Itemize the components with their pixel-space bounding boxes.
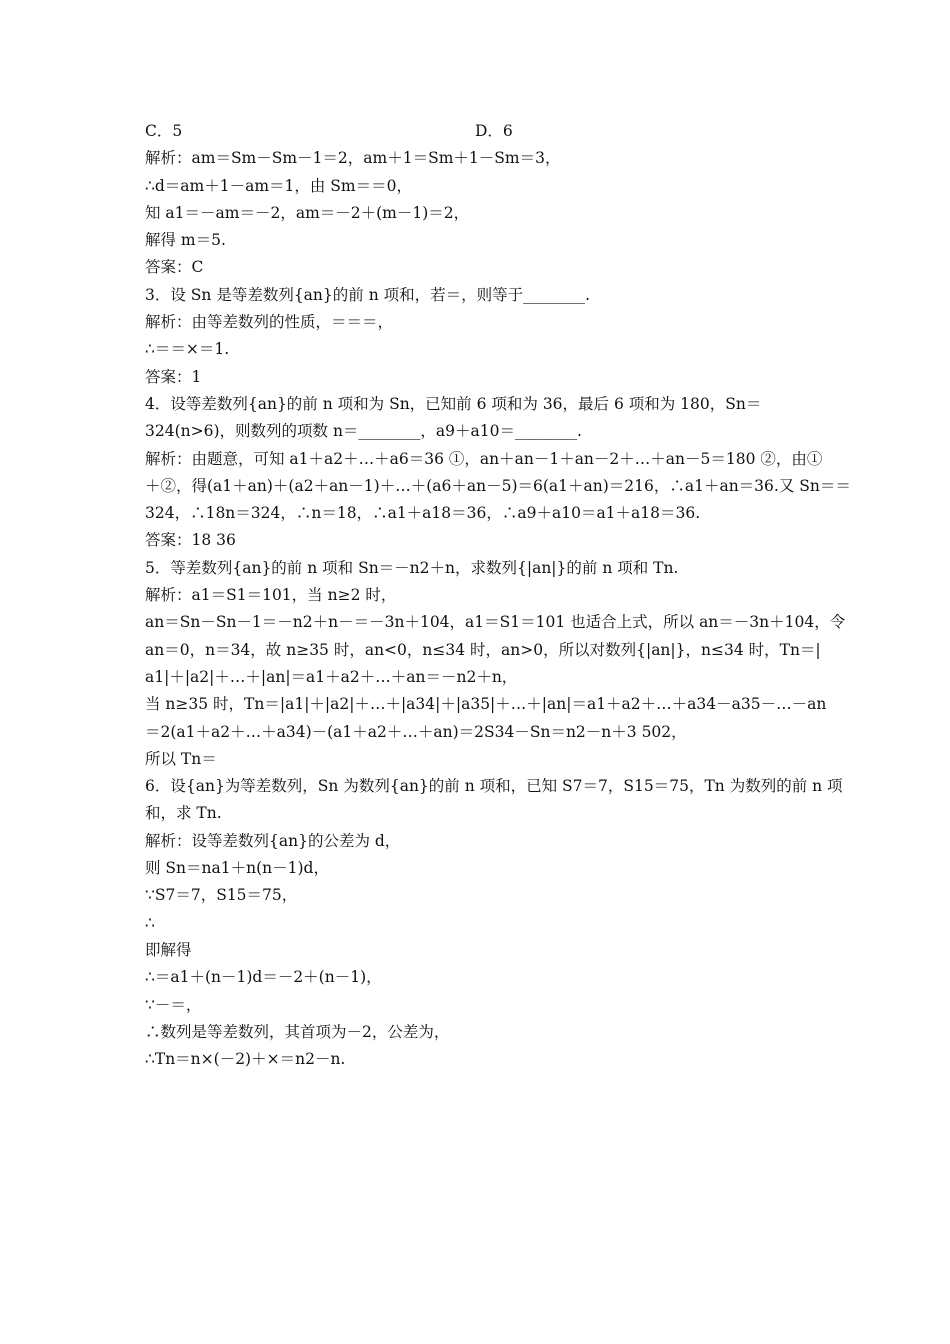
text-line: ∴＝a1＋(n－1)d＝－2＋(n－1)，	[145, 968, 382, 987]
text-line: 解析：由题意，可知 a1＋a2＋…＋a6＝36 ①，an＋an－1＋an－2＋…＋an－5＝180 ②，由①	[145, 449, 823, 468]
text-line: 解析：设等差数列{an}的公差为 d，	[145, 831, 401, 850]
text-line: 解析：由等差数列的性质，＝＝＝，	[145, 313, 394, 332]
text-line: an＝Sn－Sn－1＝－n2＋n－＝－3n＋104，a1＝S1＝101 也适合上式，所以 an＝－3n＋104，令	[145, 613, 846, 632]
question-line: 和，求 Tn.	[145, 804, 222, 823]
text-line: an＝0，n＝34，故 n≥35 时，an<0，n≤34 时，an>0，所以对数列{|an|}，n≤34 时，Tn＝|	[145, 640, 821, 659]
text-line: ＝2(a1＋a2＋…＋a34)－(a1＋a2＋…＋an)＝2S34－Sn＝n2－n＋3 502，	[145, 722, 687, 741]
question-line: 3．设 Sn 是等差数列{an}的前 n 项和，若＝，则等于________.	[145, 285, 591, 304]
text-line: 324，∴18n＝324，∴n＝18，∴a1＋a18＝36，∴a9＋a10＝a1＋a18＝36.	[145, 504, 701, 523]
text-line: 即解得	[145, 940, 192, 959]
text-line: 当 n≥35 时，Tn＝|a1|＋|a2|＋…＋|a34|＋|a35|＋…＋|an|＝a1＋a2＋…＋a34－a35－…－an	[145, 695, 827, 714]
text-line: 知 a1＝－am＝－2，am＝－2＋(m－1)＝2，	[145, 203, 470, 222]
text-line: ∵S7＝7，S15＝75，	[145, 886, 298, 905]
text-line: 则 Sn＝na1＋n(n－1)d，	[145, 859, 329, 878]
options-row	[145, 118, 810, 145]
text-line: ＋②，得(a1＋an)＋(a2＋an－1)＋…＋(a6＋an－5)＝6(a1＋an)＝216，∴a1＋an＝36.又 Sn＝＝	[145, 476, 851, 495]
text-line: ∴数列是等差数列，其首项为－2，公差为，	[145, 1022, 450, 1041]
question-line: 6．设{an}为等差数列，Sn 为数列{an}的前 n 项和，已知 S7＝7，S15＝75，Tn 为数列的前 n 项	[145, 777, 843, 796]
text-line: a1|＋|a2|＋…＋|an|＝a1＋a2＋…＋an＝－n2＋n，	[145, 667, 518, 686]
text-line: ∴	[145, 913, 155, 932]
question-line: 324(n>6)，则数列的项数 n＝________，a9＋a10＝________.	[145, 422, 582, 441]
text-line: 解得 m＝5.	[145, 231, 226, 250]
option-c: C．5	[145, 122, 183, 140]
text-line: 所以 Tn＝	[145, 749, 217, 768]
answer-line: 答案：C	[145, 258, 204, 277]
question-line: 5．等差数列{an}的前 n 项和 Sn＝－n2＋n，求数列{|an|}的前 n 项和 Tn.	[145, 558, 679, 577]
text-line: ∴Tn＝n×(－2)＋×＝n2－n.	[145, 1050, 346, 1069]
text-line: ∵－＝，	[145, 995, 202, 1014]
text-line: ∴d＝am＋1－am＝1，由 Sm＝＝0，	[145, 176, 412, 195]
answer-line: 答案：18 36	[145, 531, 236, 550]
text-line: 解析：a1＝S1＝101，当 n≥2 时，	[145, 586, 397, 605]
answer-line: 答案：1	[145, 367, 202, 386]
option-d: D．6	[475, 122, 513, 140]
text-line: ∴＝＝×＝1.	[145, 340, 230, 359]
question-line: 4．设等差数列{an}的前 n 项和为 Sn，已知前 6 项和为 36，最后 6 项和为 180，Sn＝	[145, 394, 762, 413]
document-page	[145, 118, 851, 1073]
text-line: 解析：am＝Sm－Sm－1＝2，am＋1＝Sm＋1－Sm＝3，	[145, 149, 561, 168]
